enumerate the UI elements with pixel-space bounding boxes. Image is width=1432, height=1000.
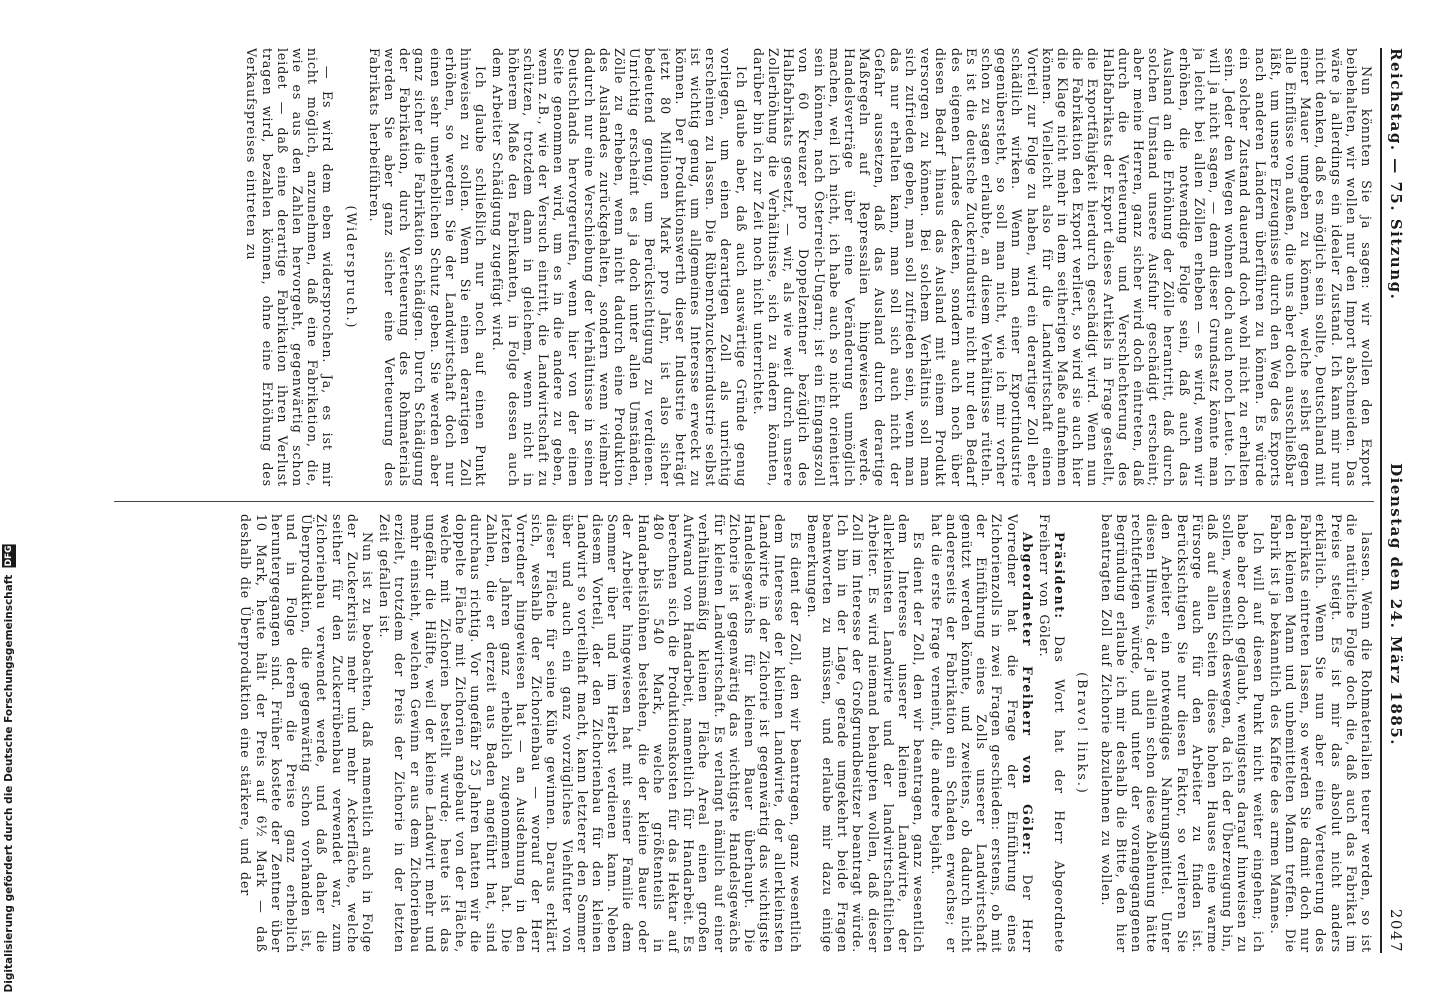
page-content-rotated [105, 48, 1410, 953]
page-number: 2047 [1387, 908, 1405, 953]
paragraph: Ich will auf diesen Punkt nicht weiter eingehen; ich habe aber doch geglaubt, wenigstens darauf hinweisen zu sollen, wesentlich deswegen, da ich der Überzeugung bin, daß auf allen Seiten dieses hohen Hauses eine warme Fürsorge auch für den Arbeiter zu finden ist. Berücksichtigen Sie nur diesen Faktor, so verlieren Sie den Arbeiter ein notwendiges Nahrungsmittel. Unter diesen Hinweis, der ja allein schon diese Ablehnung hätte rechtfertigen würde, und unter der vorangegangenen Begründung erlaube ich mir deshalb die Bitte, den hier beantragten Zoll auf Zichorie abzulehnen zu wollen. [1098, 514, 1266, 953]
president-text: Das Wort hat der Herr Abgeordnete Freiherr von Göler. [1036, 514, 1068, 953]
paragraph: Es dient der Zoll, den wir beantragen, ganz wesentlich dem Interesse der kleinen Landwirte, der allerkleinsten Landwirte in der Zichorie ist gegenwärtig das wichtigste Handelsgewächs für kleinen Bauer überhaupt. Die Zichorie ist gegenwärtig das wichtigste Handelsgewächs für kleinen Landwirtschaft. Es verlangt nämlich auf einer verhältnismäßig kleinen Fläche Areal einen großen Aufwand von Handarbeit, namentlich für Handarbeit. Es berechnen sich die Produktionskosten für das Hektar auf 480 bis 540 Mark, welche größtenteils in Handarbeitslöhnen bestehen, die der kleine Bauer oder der Arbeiter hingewiesen hat mit seiner Familie dem Sommer über und im Herbst verdienen kann. Neben diesem Vorteil, der den Zichorienbau für den kleinen Landwirt so vorteilhaft macht, kann letzterer den Sommer über und auch ein ganz vorzügliches Viehfutter von dieser Fläche für seine Kühe gewinnen. Daraus erklärt sich, weshalb der Zichorienbau — worauf der Herr Vorredner hingewiesen hat — an Ausdehnung in den letzten Jahren ganz erheblich zugenommen hat. Die Zahlen, die er derzeit aus Baden angeführt hat, sind durchaus richtig. Vor ungefähr 25 Jahren hatten wir die doppelte Fläche mit Zichorien angebaut von der Fläche, welche mit Zichorien bestellt wurde; heute ist das ungefähr die Hälfte, weil der kleine Landwirt mehr und mehr einsieht, welchen Gewinn er aus dem Zichorienbau erzielt, trotzdem der Preis der Zichorie in der letzten Zeit gefallen ist. [377, 514, 803, 953]
paragraph: lassen. Wenn die Rohmaterialien teurer werden, so ist die natürliche Folge doch die, daß auch das Fabrikat im Preise steigt. Es ist mir das absolut nicht anders erklärlich. Wenn Sie nun aber eine Verteuerung des Fabrikats eintreten lassen, so werden Sie damit doch nur den kleinen Mann und unbemittelten Mann treffen. Die Fabrik ist ja bekanntlich des Kaffee des armen Mannes. [1267, 514, 1374, 953]
speaker-text: Der Herr Vorredner hat die Frage der Einführung eines Zichorienzolls in zwei Fragen geschieden: erstens, ob mit der Einführung eines Zolls unserer Landwirtschaft genützt werden könnte, und zweitens, ob dadurch nicht andererseits der Fabrikation ein Schaden erwachse; er hat die erste Frage verneint, die andere bejaht. [928, 514, 1035, 953]
dfg-logo: DFG [4, 544, 14, 566]
digitization-notice-text: Digitalisierung gefördert durch die Deutsche Forschungsgemeinschaft [3, 574, 15, 992]
paragraph: Nun ist zu beobachten, daß namentlich auch in Folge der Zuckerkrisis mehr und mehr Ackerfläche, welche seither für den Zuckerrübenbau verwendet war, zum Zichorienbau verwendet werde, und daß daher die Überproduktion, die gegenwärtig schon vorhanden ist, und in Folge deren die Preise ganz erheblich heruntergegangen sind. Früher kostete der Zentner über 10 Mark, heute hält der Preis auf 6½ Mark — daß deshalb die Überproduktion eine stärkere, und der [238, 514, 375, 953]
president-label: Präsident: [1052, 532, 1068, 620]
text-columns [114, 48, 1374, 953]
speaker-label: Abgeordneter Freiherr von Göler: [1019, 532, 1035, 857]
header-date: Dienstag den 24. März 1885. [1387, 463, 1405, 746]
paragraph: Es dient der Zoll, den wir beantragen, ganz wesentlich dem Interesse unserer kleinen Landwirte, der allerkleinsten Landwirte und der landwirtschaftlichen Arbeiter. Es wird niemand behaupten wollen, daß dieser Zoll im Interesse der Großgrundbesitzer beantragt würde. Ich bin in der Lage, gerade umgekehrt beide Fragen beantworten zu müssen, und erlaube mir dazu einige Bemerkungen. [804, 514, 927, 953]
margin-strip [0, 0, 22, 1000]
column-left [114, 48, 1374, 487]
interjection: (Widerspruch.) [343, 205, 359, 330]
paragraph: — Es wird dem eben widersprochen. Ja, es ist mir nicht möglich, anzunehmen, daß eine Fabrikation, die, wie es aus den Zahlen hervorgeht, gegenwärtig schon leidet — daß eine derartige Fabrikation ihren Verlust tragen wird, bezahlen können, ohne eine Erhöhung des Verkaufspreises eintreten zu [244, 48, 336, 487]
digitization-notice [2, 544, 16, 992]
speaker-paragraph [928, 514, 1034, 953]
header-session: Reichstag. — 75. Sitzung. [1387, 48, 1405, 301]
paragraph: Ich glaube aber, daß auch auswärtige Gründe genug vorliegen, um einen derartigen Zoll als unrichtig erscheinen zu lassen. Die Rübenrohzuckerindustrie selbst ist wichtig genug, um allgemeines Interesse erweckt zu können. Der Produktionswerth dieser Industrie beträgt jetzt 80 Millionen Mark pro Jahr, ist also sicher bedeutend genug, um Berücksichtigung zu verdienen. Unrichtig erscheint es ja doch unter allen Umständen, Zölle zu erheben, wenn nicht dadurch eine Produktion des Auslandes zurückgehalten, sondern wenn vielmehr dadurch nur eine Verschiebung der Verhältnisse in seinen Deutschlands hervorgerufen, wenn hier von der einen Seite genommen wird, um es in die andere zu geben, wenn z.B., wie der Versuch eintritt, die Landwirtschaft zu schützen, trotzdem dann in gleichem, wenn nicht in höherem Maße den Fabrikanten, in Folge dessen auch dem Arbeiter Schädigung zugefügt wird. [490, 48, 749, 487]
president-remark [1037, 514, 1067, 953]
interjection: (Bravo! links.) [1075, 672, 1091, 795]
paragraph: Nun könnten Sie ja sagen: wir wollen den Export beibehalten, wir wollen nur den Import abschneiden. Das wäre ja allerdings ein idealer Zustand. Ich kann mir nur nicht denken, daß es möglich sein sollte, Deutschland mit einer Mauer umgeben zu können, welche selbst gegen alle Einflüsse von außen, die uns aber doch ausschließbar läßt, um unsere Erzeugnisse durch den Weg des Exports nach anderen Ländern überführen zu können. Es würde ein solcher Zustand dauernd doch wohl nicht zu erhalten sein. Jeder den Wegen wohnen doch auch noch Leute. Ich will ja nicht sagen, — denn dieser Grundsatz könnte man ja leicht bei allen Zöllen erheben — es wird, wenn wir erhöhen, die notwendige Folge sein, daß auch das Ausland an die Erhöhung der Zölle herantritt, daß durch solchen Umstand unsere Ausfuhr geschädigt erscheint; aber meine Herren, ganz sicher wird doch eintreten, daß durch die Verteuerung und Verschlechterung des Halbfabrikats der Export dieses Artikels in Frage gestellt, die Exportfähigkeit hierdurch geschädigt wird. Wenn nun die Fabrikation den Export verliert, so wird sie auch hier die Klage nicht mehr in dem seitherigen Maße aufnehmen können. Vielleicht also für die Landwirtschaft einen Vorteil zur Folge zu haben, wird ein derartiger Zoll eher schädlich wirken. Wenn man einer Exportindustrie gegenübersteht, so soll man nicht, wie ich mir vorher schon zu sagen erlaubte, an diesem Verhältnisse rütteln. Es ist die deutsche Zuckerindustrie nicht nur den Bedarf des eigenen Landes decken, sondern auch noch über diesen Bedarf hinaus das Ausland mit einem Produkt versorgen zu können. Bei solchem Verhältnis soll man sich zufrieden geben, man soll zufrieden sein, wenn man das nur erhalten kann, man soll sich auch nicht der Gefahr aussetzen, daß das Ausland durch derartige Maßregeln auf Repressalien hingewiesen werde. Handelsverträge über eine Veränderung unmöglich machen, weil ich nicht, ich habe auch so nicht orientiert sein können, nach Österreich-Ungarn; ist ein Eingangszoll von 60 Kreuzer pro Doppelzentner bezüglich des Halbfabrikats gesetzt, — wir, als wie weit durch unsere Zollerhöhung die Verhältnisse, sich zu ändern könnten, darüber bin ich zur Zeit noch nicht unterrichtet. [750, 48, 1374, 487]
paragraph: Ich glaube schließlich nur noch auf einen Punkt hinweisen zu sollen. Wenn Sie einen derartigen Zoll erhöhen, so werden Sie der Landwirtschaft doch nur einen sehr unerheblichen Schutz geben. Sie werden aber ganz sicher die Fabrikation schädigen. Durch Schädigung der Fabrikation, durch Verteuerung des Rohmaterials werden Sie aber ganz sicher eine Verteuerung des Fabrikats herbeiführen. [366, 48, 489, 487]
column-right [114, 501, 1374, 953]
page-header [1380, 48, 1410, 953]
scanned-page [105, 48, 1410, 953]
